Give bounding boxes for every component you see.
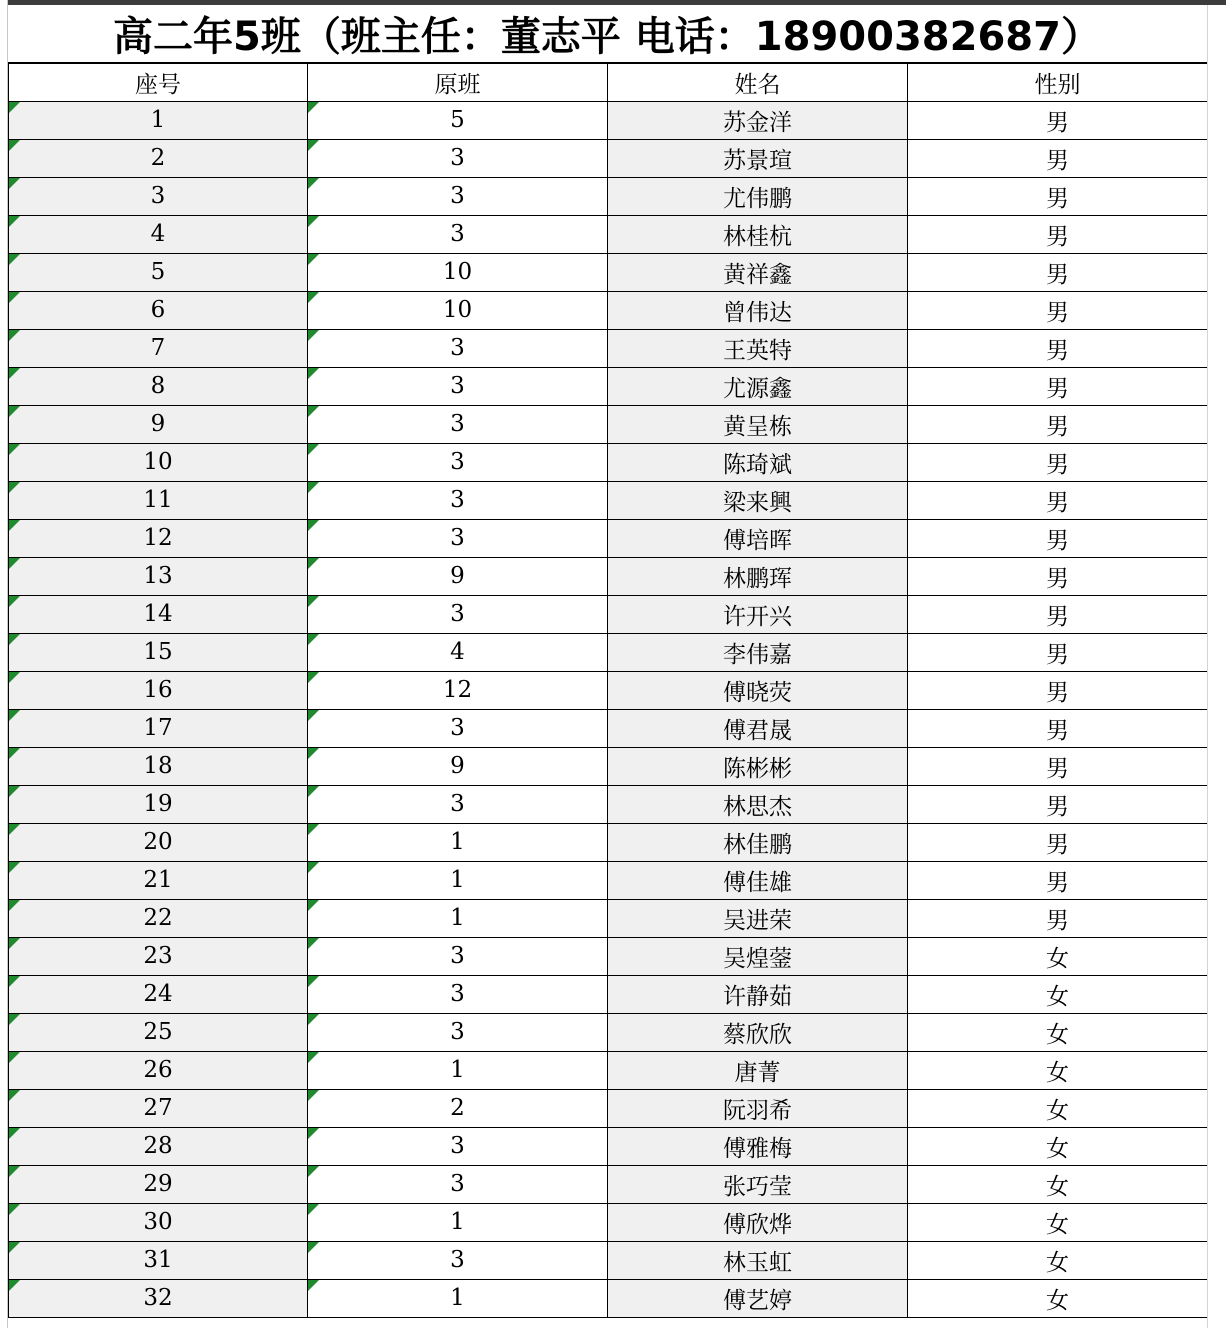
cell-name[interactable]: 王英特 [608,329,908,367]
cell-gender[interactable]: 男 [908,595,1208,633]
cell-original-class[interactable]: 4 [308,633,608,671]
cell-gender[interactable]: 男 [908,291,1208,329]
header-original-class[interactable]: 原班 [308,63,608,101]
cell-seat-number[interactable]: 18 [9,747,308,785]
cell-gender[interactable]: 男 [908,557,1208,595]
cell-original-class[interactable]: 1 [308,1051,608,1089]
table-row [9,785,1208,823]
cell-name[interactable]: 黄祥鑫 [608,253,908,291]
table-row [9,139,1208,177]
cell-original-class[interactable]: 9 [308,557,608,595]
cell-name[interactable]: 唐菁 [608,1051,908,1089]
cell-gender[interactable]: 男 [908,139,1208,177]
cell-gender[interactable]: 男 [908,519,1208,557]
cell-name[interactable]: 曾伟达 [608,291,908,329]
cell-name[interactable]: 黄呈栋 [608,405,908,443]
roster-table [8,62,1208,1318]
table-row [9,519,1208,557]
cell-original-class[interactable]: 1 [308,1279,608,1317]
table-row [9,1279,1208,1317]
cell-name[interactable]: 梁来興 [608,481,908,519]
cell-gender[interactable]: 男 [908,481,1208,519]
cell-name[interactable]: 傅雅梅 [608,1127,908,1165]
cell-name[interactable]: 陈琦斌 [608,443,908,481]
cell-seat-number[interactable]: 32 [9,1279,308,1317]
cell-gender[interactable]: 女 [908,1051,1208,1089]
cell-gender[interactable]: 男 [908,671,1208,709]
table-row [9,101,1208,139]
table-row [9,1241,1208,1279]
cell-original-class[interactable]: 3 [308,177,608,215]
cell-seat-number[interactable]: 2 [9,139,308,177]
cell-original-class[interactable]: 3 [308,139,608,177]
table-row [9,633,1208,671]
cell-original-class[interactable]: 3 [308,519,608,557]
cell-seat-number[interactable]: 6 [9,291,308,329]
table-row [9,367,1208,405]
cell-gender[interactable]: 男 [908,253,1208,291]
cell-seat-number[interactable]: 23 [9,937,308,975]
table-row [9,1051,1208,1089]
cell-seat-number[interactable]: 3 [9,177,308,215]
cell-original-class[interactable]: 1 [308,861,608,899]
cell-original-class[interactable]: 3 [308,215,608,253]
table-row [9,747,1208,785]
cell-name[interactable]: 林思杰 [608,785,908,823]
cell-gender[interactable]: 女 [908,1241,1208,1279]
cell-gender[interactable]: 女 [908,1165,1208,1203]
cell-seat-number[interactable]: 11 [9,481,308,519]
cell-name[interactable]: 吴煌蓥 [608,937,908,975]
cell-name[interactable]: 阮羽希 [608,1089,908,1127]
cell-original-class[interactable]: 3 [308,443,608,481]
cell-gender[interactable]: 女 [908,1127,1208,1165]
cell-gender[interactable]: 男 [908,747,1208,785]
cell-name[interactable]: 苏金洋 [608,101,908,139]
cell-name[interactable]: 尤源鑫 [608,367,908,405]
cell-gender[interactable]: 男 [908,899,1208,937]
cell-original-class[interactable]: 3 [308,1165,608,1203]
cell-original-class[interactable]: 3 [308,481,608,519]
cell-original-class[interactable]: 3 [308,937,608,975]
cell-gender[interactable]: 男 [908,367,1208,405]
cell-gender[interactable]: 男 [908,329,1208,367]
table-row [9,823,1208,861]
row-gutter [0,0,8,1328]
cell-name[interactable]: 蔡欣欣 [608,1013,908,1051]
header-row [9,63,1208,101]
cell-name[interactable]: 李伟嘉 [608,633,908,671]
cell-original-class[interactable]: 3 [308,367,608,405]
table-row [9,975,1208,1013]
cell-name[interactable]: 傅欣烨 [608,1203,908,1241]
right-gutter [1207,5,1226,1328]
cell-name[interactable]: 傅培晖 [608,519,908,557]
cell-seat-number[interactable]: 14 [9,595,308,633]
table-row [9,481,1208,519]
cell-original-class[interactable]: 12 [308,671,608,709]
table-row [9,1165,1208,1203]
cell-gender[interactable]: 女 [908,1279,1208,1317]
cell-gender[interactable]: 女 [908,937,1208,975]
cell-name[interactable]: 苏景瑄 [608,139,908,177]
cell-seat-number[interactable]: 31 [9,1241,308,1279]
cell-gender[interactable]: 男 [908,633,1208,671]
cell-original-class[interactable]: 2 [308,1089,608,1127]
table-row [9,1127,1208,1165]
cell-seat-number[interactable]: 19 [9,785,308,823]
cell-original-class[interactable]: 10 [308,291,608,329]
cell-original-class[interactable]: 3 [308,1241,608,1279]
cell-name[interactable]: 林玉虹 [608,1241,908,1279]
cell-name[interactable]: 吴进荣 [608,899,908,937]
cell-name[interactable]: 许开兴 [608,595,908,633]
cell-name[interactable]: 林鹏珲 [608,557,908,595]
cell-name[interactable]: 傅佳雄 [608,861,908,899]
cell-name[interactable]: 张巧莹 [608,1165,908,1203]
cell-original-class[interactable]: 3 [308,329,608,367]
cell-original-class[interactable]: 1 [308,899,608,937]
header-seat-number[interactable]: 座号 [9,63,308,101]
table-row [9,215,1208,253]
cell-original-class[interactable]: 5 [308,101,608,139]
cell-gender[interactable]: 男 [908,101,1208,139]
cell-name[interactable]: 林佳鹏 [608,823,908,861]
cell-original-class[interactable]: 1 [308,823,608,861]
table-row [9,899,1208,937]
cell-original-class[interactable]: 9 [308,747,608,785]
cell-gender[interactable]: 男 [908,405,1208,443]
cell-gender[interactable]: 女 [908,1203,1208,1241]
cell-seat-number[interactable]: 12 [9,519,308,557]
cell-original-class[interactable]: 1 [308,1203,608,1241]
cell-original-class[interactable]: 3 [308,975,608,1013]
header-name[interactable]: 姓名 [608,63,908,101]
cell-gender[interactable]: 女 [908,1013,1208,1051]
table-row [9,937,1208,975]
cell-gender[interactable]: 男 [908,785,1208,823]
cell-name[interactable]: 傅晓荧 [608,671,908,709]
table-row [9,253,1208,291]
roster-body [9,101,1208,1317]
cell-name[interactable]: 陈彬彬 [608,747,908,785]
cell-name[interactable]: 傅艺婷 [608,1279,908,1317]
cell-gender[interactable]: 女 [908,1089,1208,1127]
cell-seat-number[interactable]: 22 [9,899,308,937]
cell-seat-number[interactable]: 5 [9,253,308,291]
cell-name[interactable]: 林桂杭 [608,215,908,253]
cell-gender[interactable]: 女 [908,975,1208,1013]
cell-seat-number[interactable]: 1 [9,101,308,139]
table-row [9,405,1208,443]
table-row [9,671,1208,709]
cell-seat-number[interactable]: 9 [9,405,308,443]
cell-seat-number[interactable]: 20 [9,823,308,861]
cell-seat-number[interactable]: 16 [9,671,308,709]
cell-name[interactable]: 傅君晟 [608,709,908,747]
cell-seat-number[interactable]: 30 [9,1203,308,1241]
table-row [9,557,1208,595]
table-row [9,1203,1208,1241]
cell-seat-number[interactable]: 10 [9,443,308,481]
cell-seat-number[interactable]: 15 [9,633,308,671]
cell-seat-number[interactable]: 13 [9,557,308,595]
table-row [9,177,1208,215]
cell-seat-number[interactable]: 8 [9,367,308,405]
sheet-title[interactable]: 高二年5班（班主任：董志平 电话：18900382687） [113,14,1101,60]
cell-seat-number[interactable]: 24 [9,975,308,1013]
cell-original-class[interactable]: 3 [308,709,608,747]
table-row [9,1089,1208,1127]
table-row [9,443,1208,481]
table-row [9,709,1208,747]
cell-original-class[interactable]: 3 [308,785,608,823]
cell-gender[interactable]: 男 [908,861,1208,899]
table-row [9,595,1208,633]
cell-seat-number[interactable]: 17 [9,709,308,747]
cell-name[interactable]: 尤伟鹏 [608,177,908,215]
cell-seat-number[interactable]: 4 [9,215,308,253]
cell-seat-number[interactable]: 29 [9,1165,308,1203]
cell-original-class[interactable]: 3 [308,1013,608,1051]
cell-name[interactable]: 许静茹 [608,975,908,1013]
cell-seat-number[interactable]: 25 [9,1013,308,1051]
cell-seat-number[interactable]: 28 [9,1127,308,1165]
cell-original-class[interactable]: 3 [308,405,608,443]
cell-original-class[interactable]: 3 [308,1127,608,1165]
cell-original-class[interactable]: 10 [308,253,608,291]
cell-gender[interactable]: 男 [908,709,1208,747]
cell-gender[interactable]: 男 [908,443,1208,481]
cell-gender[interactable]: 男 [908,823,1208,861]
cell-seat-number[interactable]: 21 [9,861,308,899]
cell-gender[interactable]: 男 [908,215,1208,253]
header-gender[interactable]: 性别 [908,63,1208,101]
table-row [9,1013,1208,1051]
table-row [9,861,1208,899]
cell-gender[interactable]: 男 [908,177,1208,215]
cell-seat-number[interactable]: 7 [9,329,308,367]
table-row [9,329,1208,367]
cell-seat-number[interactable]: 26 [9,1051,308,1089]
table-row [9,291,1208,329]
cell-original-class[interactable]: 3 [308,595,608,633]
cell-seat-number[interactable]: 27 [9,1089,308,1127]
